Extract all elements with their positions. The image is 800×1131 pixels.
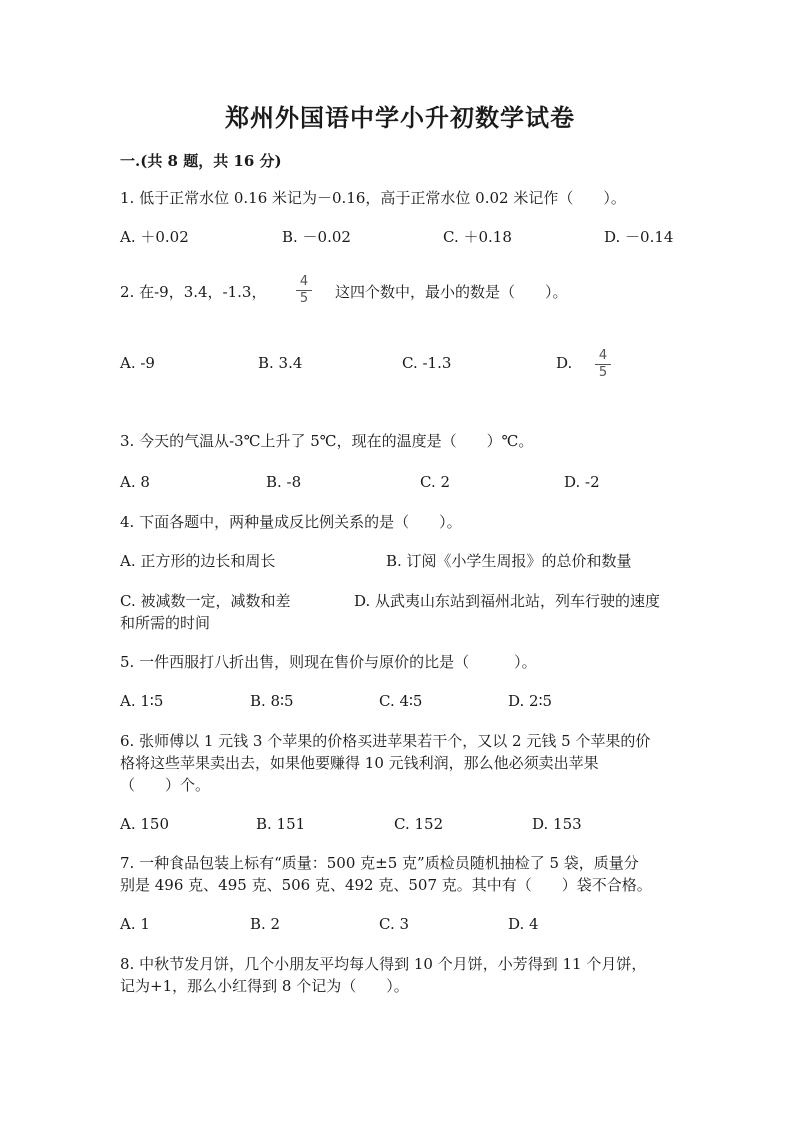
- question-1-text: 1. 低于正常水位 0.16 米记为－0.16，高于正常水位 0.02 米记作（ ）。: [120, 189, 626, 207]
- question-1-option-c[interactable]: C. ＋0.18: [443, 228, 512, 246]
- question-8-line-2: 记为+1，那么小红得到 8 个记为（ ）。: [120, 977, 409, 995]
- question-4-option-a[interactable]: A. 正方形的边长和周长: [120, 552, 276, 570]
- question-2-option-d[interactable]: D.: [556, 354, 573, 372]
- question-3-option-d[interactable]: D. -2: [564, 473, 600, 491]
- question-1-option-b[interactable]: B. －0.02: [282, 228, 351, 246]
- question-2-option-d-fraction: [595, 349, 611, 380]
- question-6-line-1: 6. 张师傅以 1 元钱 3 个苹果的价格买进苹果若干个，又以 2 元钱 5 个苹果的价: [120, 732, 651, 750]
- question-1-option-d[interactable]: D. －0.14: [604, 228, 674, 246]
- question-5-option-c[interactable]: C. 4∶5: [379, 692, 423, 710]
- question-6-line-2: 格将这些苹果卖出去，如果他要赚得 10 元钱利润，那么他必须卖出苹果: [120, 754, 599, 772]
- question-3-option-b[interactable]: B. -8: [266, 473, 302, 491]
- question-7-option-d[interactable]: D. 4: [508, 915, 539, 933]
- question-7-line-1: 7. 一种食品包装上标有“质量：500 克±5 克”质检员随机抽检了 5 袋，质量分: [120, 854, 639, 872]
- question-4-option-b[interactable]: B. 订阅《小学生周报》的总价和数量: [386, 552, 632, 570]
- question-1-option-a[interactable]: A. ＋0.02: [120, 228, 189, 246]
- question-3-text: 3. 今天的气温从-3℃上升了 5℃，现在的温度是（ ）℃。: [120, 432, 534, 450]
- question-2-fraction: [296, 275, 312, 306]
- question-5-option-d[interactable]: D. 2∶5: [508, 692, 553, 710]
- fraction-numerator: 4: [299, 274, 309, 289]
- question-6-option-a[interactable]: A. 150: [120, 815, 169, 833]
- question-5-option-a[interactable]: A. 1∶5: [120, 692, 164, 710]
- question-4-option-d-continued: 和所需的时间: [120, 614, 211, 632]
- fraction-denominator: 5: [299, 291, 309, 306]
- question-2-option-a[interactable]: A. -9: [120, 354, 155, 372]
- question-6-option-c[interactable]: C. 152: [394, 815, 444, 833]
- question-5-option-b[interactable]: B. 8∶5: [250, 692, 294, 710]
- question-7-option-a[interactable]: A. 1: [120, 915, 150, 933]
- question-7-option-b[interactable]: B. 2: [250, 915, 281, 933]
- exam-title: 郑州外国语中学小升初数学试卷: [225, 103, 575, 132]
- section-heading: 一.(共 8 题，共 16 分): [120, 152, 282, 170]
- fraction-numerator: 4: [598, 348, 608, 363]
- question-6-option-b[interactable]: B. 151: [256, 815, 306, 833]
- question-4-text: 4. 下面各题中，两种量成反比例关系的是（ ）。: [120, 513, 462, 531]
- question-6-line-3: （ ）个。: [120, 776, 211, 794]
- question-7-line-2: 别是 496 克、495 克、506 克、492 克、507 克。其中有（ ）袋不合格。: [120, 876, 652, 894]
- question-3-option-a[interactable]: A. 8: [120, 473, 150, 491]
- question-2-text-before: 2. 在-9，3.4，-1.3，: [120, 283, 267, 301]
- question-2-option-c[interactable]: C. -1.3: [402, 354, 452, 372]
- fraction-denominator: 5: [598, 365, 608, 380]
- question-4-option-c[interactable]: C. 被减数一定，减数和差: [120, 592, 291, 610]
- question-2-text-after: 这四个数中，最小的数是（ ）。: [335, 283, 568, 301]
- question-8-line-1: 8. 中秋节发月饼，几个小朋友平均每人得到 10 个月饼，小芳得到 11 个月饼，: [120, 955, 647, 973]
- question-4-option-d[interactable]: D. 从武夷山东站到福州北站，列车行驶的速度: [354, 592, 661, 610]
- question-7-option-c[interactable]: C. 3: [379, 915, 410, 933]
- question-3-option-c[interactable]: C. 2: [420, 473, 451, 491]
- question-5-text: 5. 一件西服打八折出售，则现在售价与原价的比是（ ）。: [120, 653, 537, 671]
- question-2-option-b[interactable]: B. 3.4: [258, 354, 303, 372]
- question-6-option-d[interactable]: D. 153: [532, 815, 582, 833]
